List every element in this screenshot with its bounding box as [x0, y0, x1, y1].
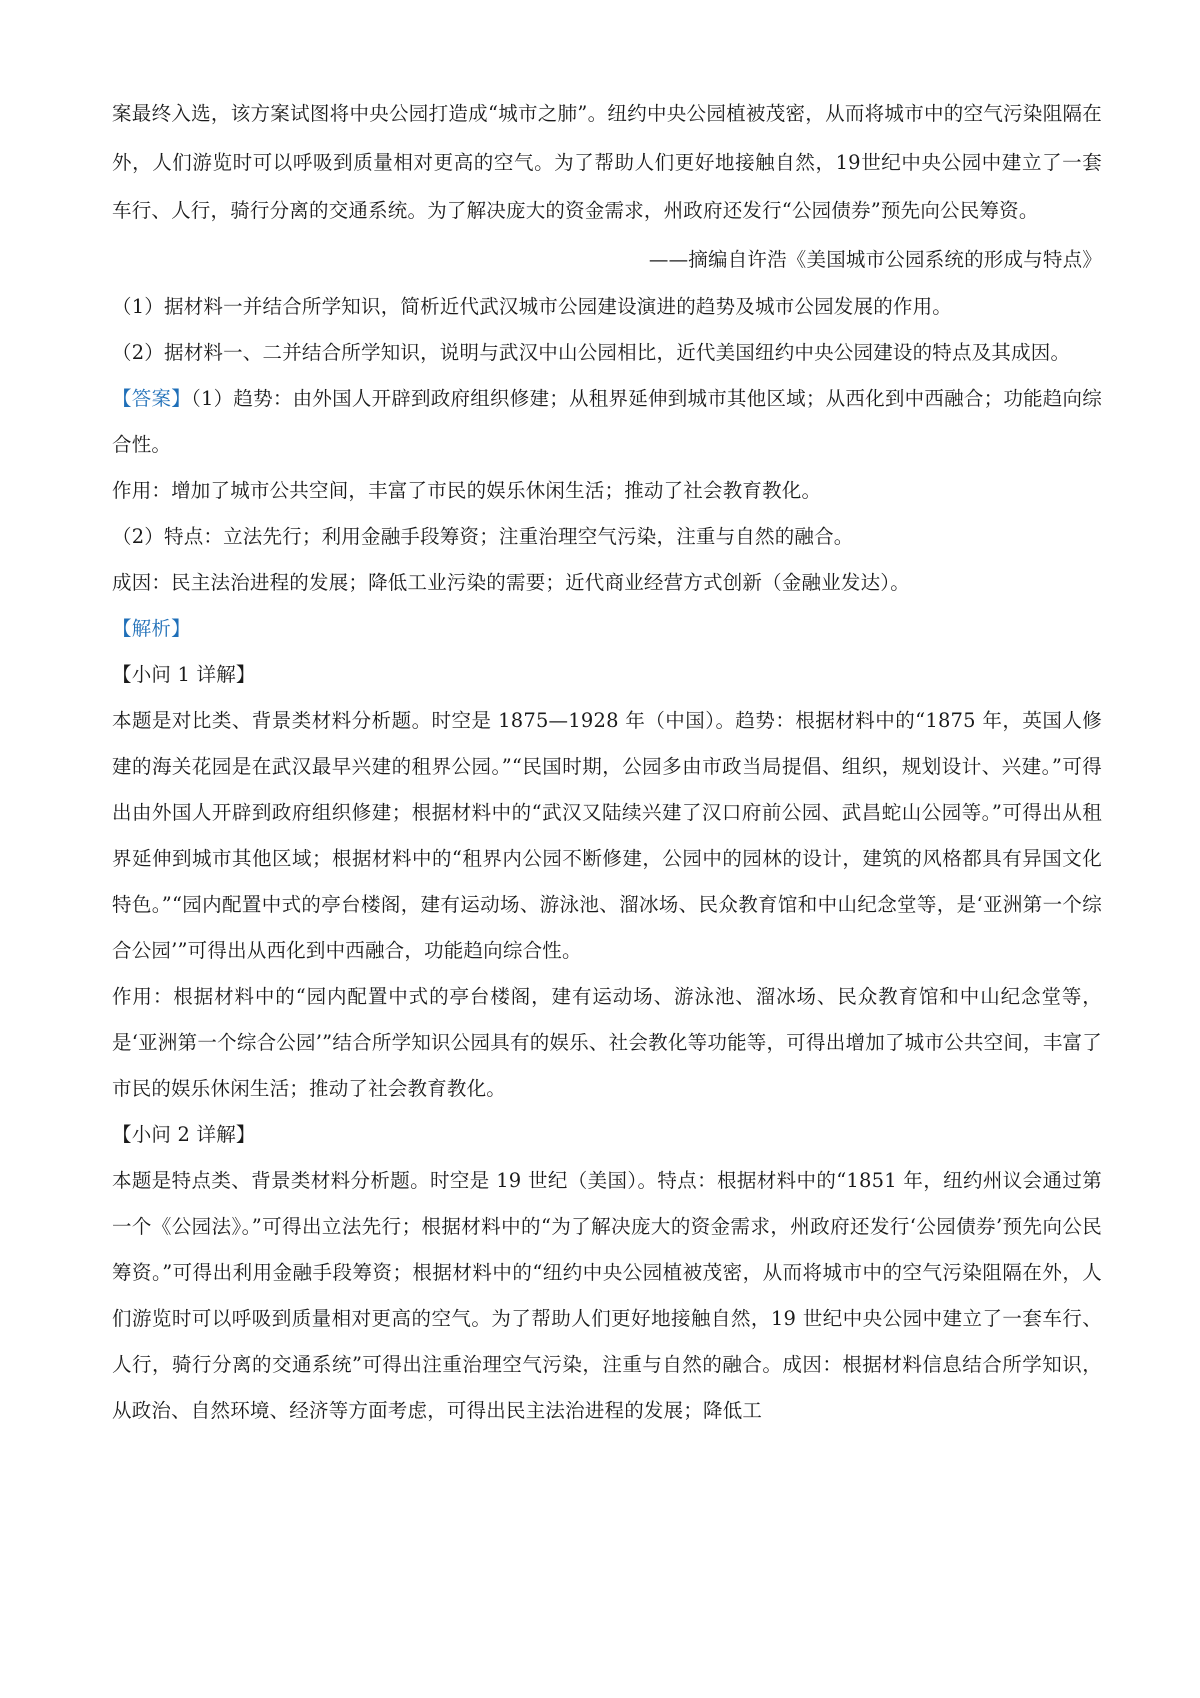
answer-q1-effect: 作用：增加了城市公共空间，丰富了市民的娱乐休闲生活；推动了社会教育教化。	[112, 478, 822, 502]
material-two-text: 案最终入选，该方案试图将中央公园打造成“城市之肺”。纽约中央公园植被茂密，从而将城市中的空气污染阻隔在外，人们游览时可以呼吸到质量相对更高的空气。为了帮助人们更好地接触自然，19世纪中央公园中建立了一套车行、人行，骑行分离的交通系统。为了解决庞大的资金需求，州政府还发行“公园债券”预先向公民筹资。	[112, 102, 1102, 222]
analysis-q1-body: 本题是对比类、背景类材料分析题。时空是 1875—1928 年（中国）。趋势：根据材料中的“1875 年，英国人修建的海关花园是在武汉最早兴建的租界公园。”“民国时期，公园多由市政当局提倡、组织，规划设计、兴建。”可得出由外国人开辟到政府组织修建；根据材料中的“武汉又陆续兴建了汉口府前公园、武昌蛇山公园等。”可得出从租界延伸到城市其他区域；根据材料中的“租界内公园不断修建，公园中的园林的设计，建筑的风格都具有异国文化特色。”“园内配置中式的亭台楼阁，建有运动场、游泳池、溜冰场、民众教育馆和中山纪念堂等，是‘亚洲第一个综合公园’”可得出从西化到中西融合，功能趋向综合性。	[112, 708, 1102, 962]
question-2: （2）据材料一、二并结合所学知识，说明与武汉中山公园相比，近代美国纽约中央公园建设的特点及其成因。	[112, 340, 1071, 364]
answer-q2-causes: 成因：民主法治进程的发展；降低工业污染的需要；近代商业经营方式创新（金融业发达）。	[112, 570, 910, 594]
answer-q2-features: （2）特点：立法先行；利用金融手段筹资；注重治理空气污染，注重与自然的融合。	[112, 524, 854, 548]
question-1: （1）据材料一并结合所学知识，简析近代武汉城市公园建设演进的趋势及城市公园发展的作用。	[112, 294, 953, 318]
answer-q1-trend-text: （1）趋势：由外国人开辟到政府组织修建；从租界延伸到城市其他区域；从西化到中西融合；功能趋向综合性。	[112, 386, 1102, 456]
analysis-tag: 【解析】	[112, 616, 191, 640]
analysis-q2-heading: 【小问 2 详解】	[112, 1122, 256, 1146]
answer-tag: 【答案】	[112, 386, 191, 410]
analysis-q2-body: 本题是特点类、背景类材料分析题。时空是 19 世纪（美国）。特点：根据材料中的“1851 年，纽约州议会通过第一个《公园法》。”可得出立法先行；根据材料中的“为了解决庞大的资金需求，州政府还发行‘公园债券’预先向公民筹资。”可得出利用金融手段筹资；根据材料中的“纽约中央公园植被茂密，从而将城市中的空气污染阻隔在外，人们游览时可以呼吸到质量相对更高的空气。为了帮助人们更好地接触自然，19 世纪中央公园中建立了一套车行、人行，骑行分离的交通系统”可得出注重治理空气污染，注重与自然的融合。成因：根据材料信息结合所学知识，从政治、自然环境、经济等方面考虑，可得出民主法治进程的发展；降低工	[112, 1168, 1102, 1422]
analysis-heading	[112, 606, 1102, 652]
analysis-q1-heading: 【小问 1 详解】	[112, 662, 256, 686]
analysis-q1-effect-body: 作用：根据材料中的“园内配置中式的亭台楼阁，建有运动场、游泳池、溜冰场、民众教育馆和中山纪念堂等，是‘亚洲第一个综合公园’”结合所学知识公园具有的娱乐、社会教化等功能等，可得出增加了城市公共空间，丰富了市民的娱乐休闲生活；推动了社会教育教化。	[112, 984, 1102, 1100]
material-source: ——摘编自许浩《美国城市公园系统的形成与特点》	[648, 247, 1102, 271]
answer-q1-trend	[112, 376, 1102, 468]
